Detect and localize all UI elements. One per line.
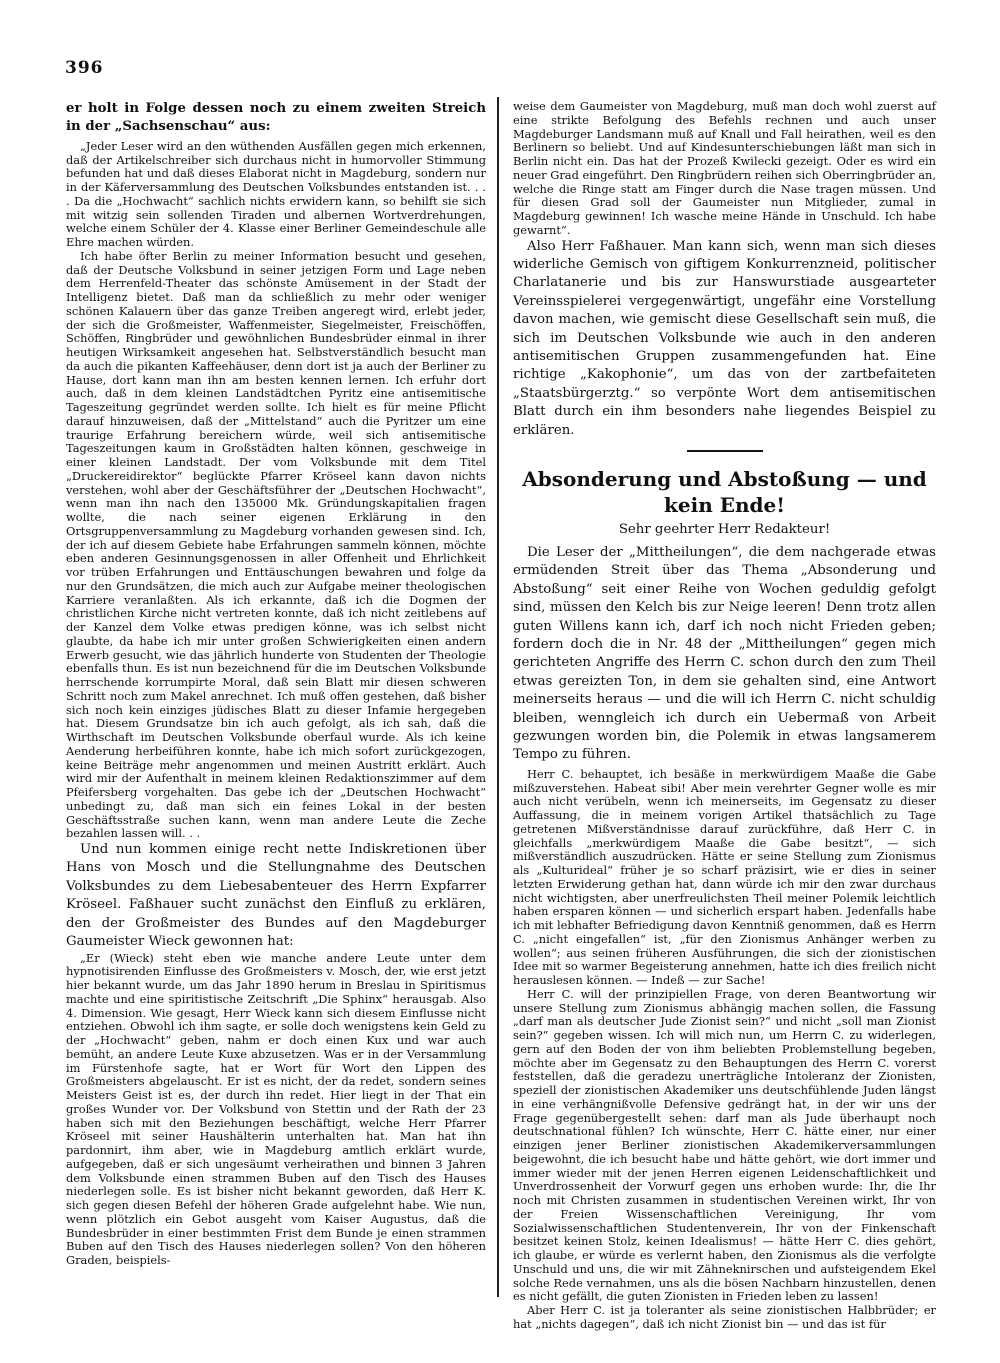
- body-paragraph: Herr C. will der prinzipiellen Frage, von deren Beantwortung wir unsere Stellung zum Zionismus abhängig machen sollen, die Fassung „darf man als deutscher Jude Zionist sein?“ und nicht „soll man Zionist sein?“ gegeben wissen. Ich will mich nun, um Herrn C. zu widerlegen, gern auf den Boden der von ihm beliebten Problemstellung begeben, möchte aber im Gegensatz zu den Behauptungen des Herrn C. vorerst feststellen, daß die geradezu unerträgliche Intoleranz der Zionisten, speziell der zionistischen Akademiker uns deutschfühlende Juden längst in eine verhängnißvolle Defensive gedrängt hat, in der wir uns der Frage gegenübergestellt sehen: darf man als Jude überhaupt noch deutschnational fühlen? Ich wünschte, Herr C. hätte einer, nur einer einzigen jener Berliner zionistischen Akademikerversammlungen beigewohnt, die ich besucht habe und hätte gehört, wie dort immer und immer wieder mit der jenen Herren eigenen Leidenschaftlichkeit und Unverdrossenheit der Vorwurf gegen uns erhoben wurde: Ihr, die Ihr noch mit Christen zusammen in studentischen Vereinen wirkt, Ihr von der Freien Wissenschaftlichen Vereinigung, Ihr vom Sozialwissenschaftlichen Studentenverein, Ihr von der Finkenschaft besitzet keinen Stolz, keinen Idealismus! — hätte Herr C. dies gehört, ich glaube, er würde es verlernt haben, den Zionismus als die verfolgte Unschuld und uns, die wir mit Zähneknirschen und aufsteigendem Ekel solche Rede vernahmen, uns als die bösen Nachbarn hinzustellen, denen es nicht gefällt, die guten Zionisten in Frieden leben zu lassen!: [513, 986, 936, 1304]
- section-separator: [687, 450, 763, 452]
- right-column: [513, 100, 936, 1332]
- quote-paragraph: „Er (Wieck) steht eben wie manche andere Leute unter dem hypnotisirenden Einflusse des Großmeisters v. Mosch, der, wie erst jetzt hier bekannt wurde, um das Jahr 1890 herum in Breslau in Spiritismus machte und eine spiritistische Zeitschrift „Die Sphinx“ herausgab. Also 4. Dimension. Wie gesagt, Herr Wieck kann sich diesem Einflusse nicht entziehen. Obwohl ich ihm sagte, er solle doch wenigstens kein Geld zu der „Hochwacht“ geben, nahm er doch einen Kux und war auch bemüht, an andere Leute Kuxe abzusetzen. Was er in der Versammlung im Fürstenhofe sagte, hat er Wort für Wort den Lippen des Großmeisters abgelauscht. Er ist es nicht, der da redet, sondern seines Meisters Geist ist es, der durch ihn redet. Hier liegt in der That ein großes Wunder vor. Der Volksbund von Stettin und der Rath der 23 haben sich mit den Beziehungen beschäftigt, welche Herr Pfarrer Kröseel mit seiner Haushälterin unterhalten hat. Man hat ihn pardonnirt, ihm aber, wie in Magdeburg amtlich erklärt wurde, aufgegeben, daß er sich ungesäumt verheirathen und binnen 3 Jahren dem Volksbunde einen strammen Buben auf den Tisch des Hauses niederlegen solle. Es ist bisher nicht bekannt geworden, daß Herr K. sich gegen diesen Befehl der höheren Grade aufgelehnt habe. Wie nun, wenn plötzlich ein Gebot ausgeht vom Kaiser Augustus, daß die Bundesbrüder in einer bestimmten Frist dem Bunde je einen strammen Buben auf den Tisch des Hauses niederlegen sollen? Von den höheren Graden, beispiels-: [66, 950, 486, 1267]
- body-paragraph: Die Leser der „Mittheilungen“, die dem nachgerade etwas ermüdenden Streit über das Thema „Absonderung und Abstoßung“ seit einer Reihe von Wochen geduldig gefolgt sind, müssen den Kelch bis zur Neige leeren! Denn trotz allen guten Willens kann ich, darf ich noch nicht Frieden geben; fordern doch die in Nr. 48 der „Mittheilungen“ gegen mich gerichteten Angriffe des Herrn C. schon durch den zum Theil etwas gereizten Ton, in dem sie gehalten sind, eine Antwort meinerseits heraus — und die will ich Herrn C. nicht schuldig bleiben, wenngleich ich durch ein Uebermaß von Arbeit gezwungen worden bin, die Polemik in etwas langsamerem Tempo zu führen.: [513, 544, 936, 763]
- body-paragraph: Und nun kommen einige recht nette Indiskretionen über Hans von Mosch und die Stellungnahme des Deutschen Volksbundes zu dem Liebesabenteuer des Herrn Expfarrer Kröseel. Faßhauer sucht zunächst den Einfluß zu erklären, den der Großmeister des Bundes auf den Magdeburger Gaumeister Wieck gewonnen hat:: [66, 842, 486, 950]
- quote-paragraph: Ich habe öfter Berlin zu meiner Information besucht und gesehen, daß der Deutsche Volksbund in seiner jetzigen Form und Lage neben dem Herrenfeld-Theater das schönste Amüsement in der Stadt der Intelligenz bietet. Daß man da schließlich zu mehr oder weniger schönen Kalauern über das ganze Treiben angeregt wird, erlebt jeder, der sich die Großmeister, Waffenmeister, Siegelmeister, Freischöffen, Schöffen, Ringbrüder und gewöhnlichen Bundesbrüder einmal in ihrer heutigen Wirksamkeit angesehen hat. Selbstverständlich besucht man da auch die pikanten Kaffeehäuser, denn dort ist ja auch der Berliner zu Hause, dort kann man ihn am besten kennen lernen. Ich erfuhr dort auch, daß in dem kleinen Landstädtchen Pyritz eine antisemitische Tageszeitung gegründet werden sollte. Ich hielt es für meine Pflicht darauf hinzuweisen, daß der „Mittelstand“ auch die Pyritzer um eine traurige Erfahrung bereichern würde, weil sich antisemitische Tageszeitungen kaum in Großstädten halten können, geschweige in einer kleinen Landstadt. Der vom Volksbunde mit dem Titel „Druckereidirektor“ beglückte Pfarrer Kröseel kann davon nichts verstehen, wohl aber der Geschäftsführer der „Deutschen Hochwacht“, wenn man ihn nach den 135000 Mk. Gründungskapitalien fragen wollte, die nach seiner eigenen Erklärung in den Ortsgruppenversammlung zu Magdeburg vorhanden gewesen sind. Ich, der ich auf diesem Gebiete habe Erfahrungen sammeln können, möchte eben anderen Gesinnungsgenossen in aller Offenheit und Ehrlichkeit vor trüben Erfahrungen und Enttäuschungen bewahren und folge da nur den Grundsätzen, die mich auch zur Aufgabe meiner theologischen Karriere veranlaßten. Als ich erkannte, daß ich die Dogmen der christlichen Kirche nicht vertreten konnte, daß ich nicht zeitlebens auf der Kanzel dem Volke etwas predigen könne, was ich selbst nicht glaubte, da habe ich mir unter großen Schwierigkeiten einen andern Erwerb gesucht, wie das jährlich hunderte von Studenten der Theologie ebenfalls thun. Es ist nun bezeichnend für die im Deutschen Volksbunde herrschende korrumpirte Moral, daß sein Blatt mir diesen schweren Schritt noch zum Makel anrechnet. Ich muß offen gestehen, daß bisher sich noch kein einziges jüdisches Blatt zu dieser Infamie hergegeben hat. Diesem Grundsatze bin ich auch gefolgt, als ich sah, daß die Wirthschaft im Deutschen Volksbunde oberfaul wurde. Als ich keine Aenderung herbeiführen konnte, habe ich mich sofort zurückgezogen, keine Beiträge mehr angenommen und meinen Austritt erklärt. Auch wird mir der Aufenthalt in meinem kleinen Redaktionszimmer auf dem Pfeifersberg vorgehalten. Das gebe ich der „Deutschen Hochwacht“ unbedingt zu, daß man sich ein feines Lokal in der besten Geschäftsstraße suchen kann, wenn man andere Leute die Zeche bezahlen lassen will. . .: [66, 248, 486, 841]
- page-number: 396: [65, 58, 104, 78]
- left-column: [66, 100, 486, 1268]
- quote-paragraph: „Jeder Leser wird an den wüthenden Ausfällen gegen mich erkennen, daß der Artikelschreiber sich durchaus nicht in humorvoller Stimmung befunden hat und daß dieses Elaborat nicht in Magdeburg, sondern nur in der Käferversammlung des Deutschen Volksbundes entstanden ist. . . . Da die „Hochwacht“ sachlich nichts erwidern kann, so behilft sie sich mit witzig sein sollenden Tiraden und albernen Wortverdrehungen, welche einem Schüler der 4. Klasse einer Berliner Gemeindeschule alle Ehre machen würden.: [66, 138, 486, 250]
- lead-paragraph: er holt in Folge dessen noch zu einem zweiten Streich in der „Sachsenschau“ aus:: [66, 101, 486, 135]
- article-headline: Absonderung und Abstoßung — und kein Ende!: [522, 466, 927, 517]
- body-paragraph: Aber Herr C. ist ja toleranter als seine zionistischen Halbbrüder; er hat „nichts dagegen“, daß ich nicht Zionist bin — und das ist für: [513, 1303, 936, 1331]
- body-paragraph: Also Herr Faßhauer. Man kann sich, wenn man sich dieses widerliche Gemisch von giftigem Konkurrenzneid, politischer Charlatanerie und bis zur Hanswurstiade ausgearteter Vereinsspielerei vergegenwärtigt, ungefähr eine Vorstellung davon machen, wie gemischt diese Gesellschaft sein muß, die sich im Deutschen Volksbunde wie auch in den anderen antisemitischen Gruppen zusammengefunden hat. Eine richtige „Kakophonie“, um das von der zartbefaiteten „Staatsbürgerztg.“ so verpönte Wort dem antisemitischen Blatt durch ein ihm besonders nahe liegendes Beispiel zu erklären.: [513, 238, 936, 438]
- quote-paragraph: weise dem Gaumeister von Magdeburg, muß man doch wohl zuerst auf eine strikte Befolgung des Befehls rechnen und auch unser Magdeburger Landsmann muß auf Knall und Fall heirathen, weil es den Berlinern so beliebt. Und auf Kindesunterschiebungen läßt man sich in Berlin nicht ein. Das hat der Prozeß Kwilecki gezeigt. Oder es wird ein neuer Grad eingeführt. Den Ringbrüdern reihen sich Oberringbrüder an, welche die Ringe statt am Finger durch die Nase tragen müssen. Und für diesen Grad soll der Gaumeister nun Mitglieder, zumal in Magdeburg gewinnen! Ich wasche meine Hände in Unschuld. Ich habe gewarnt“.: [513, 99, 936, 237]
- column-divider: [497, 97, 499, 1297]
- salutation: Sehr geehrter Herr Redakteur!: [618, 521, 831, 537]
- body-paragraph: Herr C. behauptet, ich besäße in merkwürdigem Maaße die Gabe mißzuverstehen. Habeat sibi! Aber mein verehrter Gegner wolle es mir auch nicht verübeln, wenn ich meinerseits, im Gegensatz zu dieser Auffassung, die in meinem vorigen Artikel thatsächlich zu Tage getretenen Mißverständnisse darauf zurückführe, daß Herr C. in gleichfalls „merkwürdigem Maaße die Gabe besitzt“, — sich mißverständlich auszudrücken. Hätte er seine Stellung zum Zionismus als „Kulturideal“ früher je so scharf präzisirt, wie er dies in seiner letzten Erwiderung gethan hat, dann würde ich mir den zwar durchaus nicht wichtigsten, aber unerfreulichsten Theil meiner Polemik leichtlich haben ersparen können — und sicherlich erspart haben. Jedenfalls habe ich mit lebhafter Befriedigung davon Kenntniß genommen, daß es Herrn C. „nicht eingefallen“ ist, „für den Zionismus Anhänger werben zu wollen“; aus seinen früheren Ausführungen, die sich der zionistischen Idee mit so warmer Begeisterung annehmen, hatte ich dies freilich nicht herauslesen können. — Indeß — zur Sache!: [513, 766, 936, 988]
